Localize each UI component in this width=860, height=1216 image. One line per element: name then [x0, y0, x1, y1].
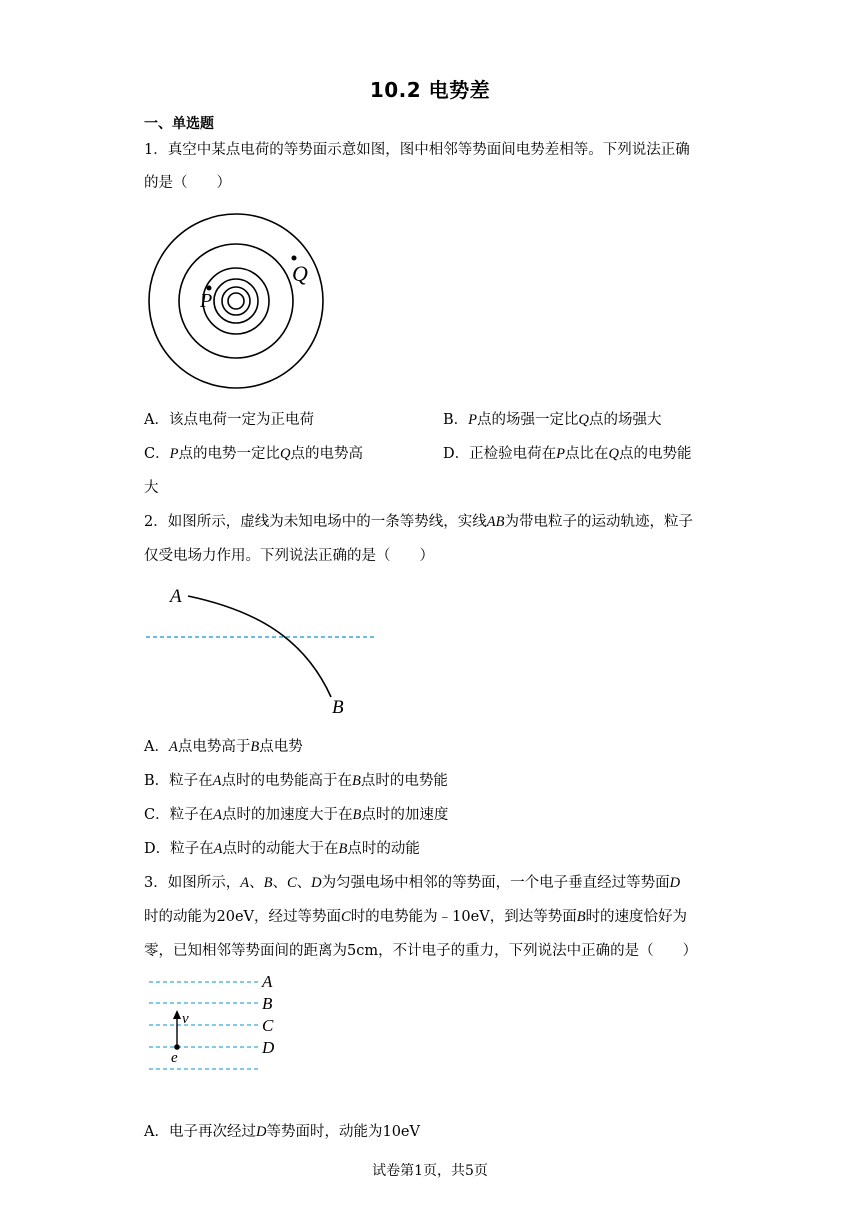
q3-label-c: C	[262, 1016, 274, 1035]
q2-label-a: A	[170, 586, 182, 607]
q3-velocity-arrowhead	[173, 1010, 181, 1019]
page-footer: 试卷第1页，共5页	[372, 1163, 488, 1179]
q3-label-v: v	[182, 1011, 189, 1027]
q1-equipotential-ring	[228, 293, 244, 309]
q2-stem-line1: 2．如图所示，虚线为未知电场中的一条等势线，实线AB为带电粒子的运动轨迹，粒子	[144, 514, 693, 530]
q1-equipotential-figure	[146, 212, 336, 392]
q2-trajectory-curve	[188, 596, 331, 697]
q1-stem-line2: 的是（ ）	[144, 175, 231, 191]
q1-option-d: D．正检验电荷在P点比在Q点的电势能	[443, 446, 692, 462]
q1-equipotential-ring	[179, 244, 293, 358]
q2-label-b: B	[332, 697, 344, 718]
q2-option-a: A．A点电势高于B点电势	[144, 739, 303, 755]
q2-trajectory-figure	[144, 582, 384, 722]
q1-option-c: C．P点的电势一定比Q点的电势高	[144, 446, 363, 462]
q2-option-b: B．粒子在A点时的电势能高于在B点时的电势能	[144, 773, 448, 789]
q1-label-p: P	[200, 290, 213, 312]
q2-option-c: C．粒子在A点时的加速度大于在B点时的加速度	[144, 807, 449, 823]
q1-equipotential-ring	[203, 268, 269, 334]
q3-option-a: A．电子再次经过D等势面时，动能为10eV	[144, 1124, 420, 1140]
q3-label-a: A	[262, 972, 273, 991]
q3-electron-dot	[174, 1044, 180, 1050]
q1-option-d-wrap: 大	[144, 480, 159, 496]
section-heading: 一、单选题	[144, 116, 214, 132]
q1-equipotential-ring	[214, 279, 258, 323]
q3-label-e: e	[171, 1050, 178, 1066]
q1-option-b: B．P点的场强一定比Q点的场强大	[443, 412, 662, 428]
q2-stem-line2: 仅受电场力作用。下列说法正确的是（ ）	[144, 548, 434, 564]
q1-point-q-dot	[292, 256, 297, 261]
page-title: 10.2 电势差	[369, 78, 491, 102]
q3-stem-line3: 零，已知相邻等势面间的距离为5cm，不计电子的重力，下列说法中正确的是（ ）	[144, 943, 698, 959]
q1-label-q: Q	[292, 261, 308, 286]
q1-equipotential-ring	[149, 214, 323, 388]
q3-label-b: B	[262, 994, 273, 1013]
q3-equipotential-figure	[144, 972, 294, 1077]
q3-label-d: D	[262, 1038, 275, 1057]
q1-option-a: A．该点电荷一定为正电荷	[144, 412, 314, 428]
q2-option-d: D．粒子在A点时的动能大于在B点时的动能	[144, 841, 420, 857]
q3-stem-line2: 时的动能为20eV，经过等势面C时的电势能为﹣10eV，到达等势面B时的速度恰好为	[144, 909, 688, 925]
q1-stem-line1: 1．真空中某点电荷的等势面示意如图，图中相邻等势面间电势差相等。下列说法正确	[144, 142, 690, 158]
q3-stem-line1: 3．如图所示，A、B、C、D为匀强电场中相邻的等势面，一个电子垂直经过等势面D	[144, 875, 681, 891]
q1-equipotential-ring	[222, 287, 250, 315]
